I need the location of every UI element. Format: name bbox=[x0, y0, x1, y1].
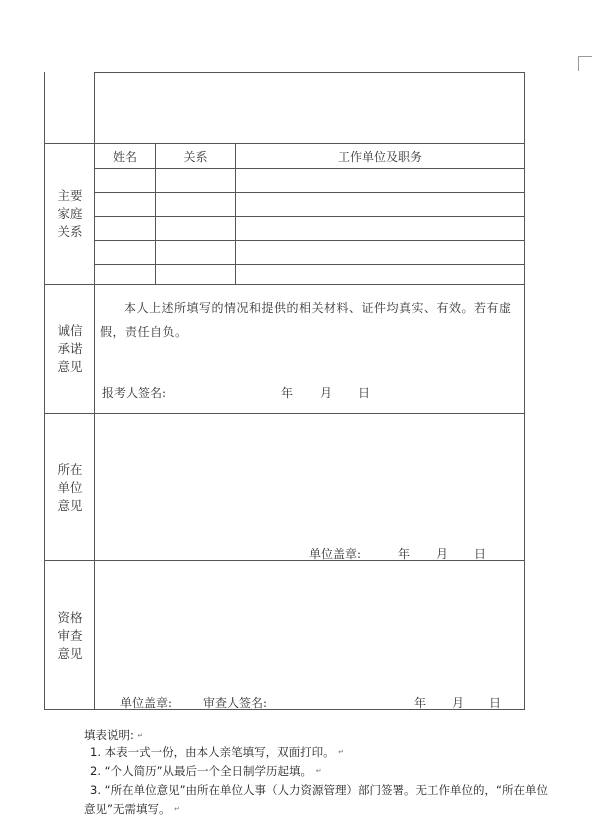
qualification-day: 日 bbox=[489, 696, 502, 710]
integrity-statement: 本人上述所填写的情况和提供的相关材料、证件均真实、有效。若有虚假，责任自负。 bbox=[100, 301, 512, 339]
integrity-section-top bbox=[44, 284, 524, 285]
instruction-item: 2. “个人简历”从最后一个全日制学历起填。 ↵ bbox=[90, 764, 322, 778]
family-header-bottom bbox=[94, 168, 524, 169]
integrity-row-label: 诚信 承诺 意见 bbox=[57, 323, 83, 374]
qualification-seal-label: 单位盖章: bbox=[120, 696, 173, 710]
family-row-label: 主要 家庭 关系 bbox=[57, 188, 83, 239]
family-row-line bbox=[94, 216, 524, 217]
integrity-month: 月 bbox=[320, 386, 333, 400]
family-row-line bbox=[94, 240, 524, 241]
qualification-section-top bbox=[44, 560, 524, 561]
qualification-month: 月 bbox=[452, 696, 465, 710]
page-corner-mark bbox=[578, 56, 592, 71]
instructions-title: 填表说明: ↵ bbox=[84, 728, 144, 742]
applicant-signature-label: 报考人签名: bbox=[102, 386, 167, 400]
instruction-item: 1. 本表一式一份，由本人亲笔填写，双面打印。 ↵ bbox=[90, 745, 345, 759]
family-row-line bbox=[94, 192, 524, 193]
unit-opinion-row-label: 所在 单位 意见 bbox=[57, 462, 83, 513]
header-relation: 关系 bbox=[183, 150, 208, 164]
reviewer-signature-label: 审查人签名: bbox=[203, 696, 268, 710]
qualification-year: 年 bbox=[414, 696, 427, 710]
unit-year: 年 bbox=[398, 547, 411, 561]
unit-section-top bbox=[44, 413, 524, 414]
header-work-unit: 工作单位及职务 bbox=[337, 150, 422, 164]
resume-box-top bbox=[94, 72, 524, 73]
header-name: 姓名 bbox=[112, 150, 137, 164]
integrity-day: 日 bbox=[358, 386, 371, 400]
instruction-item: 3. “所在单位意见”由所在单位人事（人力资源管理）部门签署。无工作单位的，“所在单位 意见”无需填写。 ↵ bbox=[84, 783, 548, 816]
unit-month: 月 bbox=[436, 547, 449, 561]
family-section-top bbox=[44, 143, 524, 144]
qualification-row-label: 资格 审查 意见 bbox=[57, 610, 83, 661]
unit-seal-label: 单位盖章: bbox=[309, 547, 362, 561]
family-row-line bbox=[94, 264, 524, 265]
unit-day: 日 bbox=[474, 547, 487, 561]
filling-instructions bbox=[84, 727, 584, 819]
integrity-year: 年 bbox=[281, 386, 294, 400]
